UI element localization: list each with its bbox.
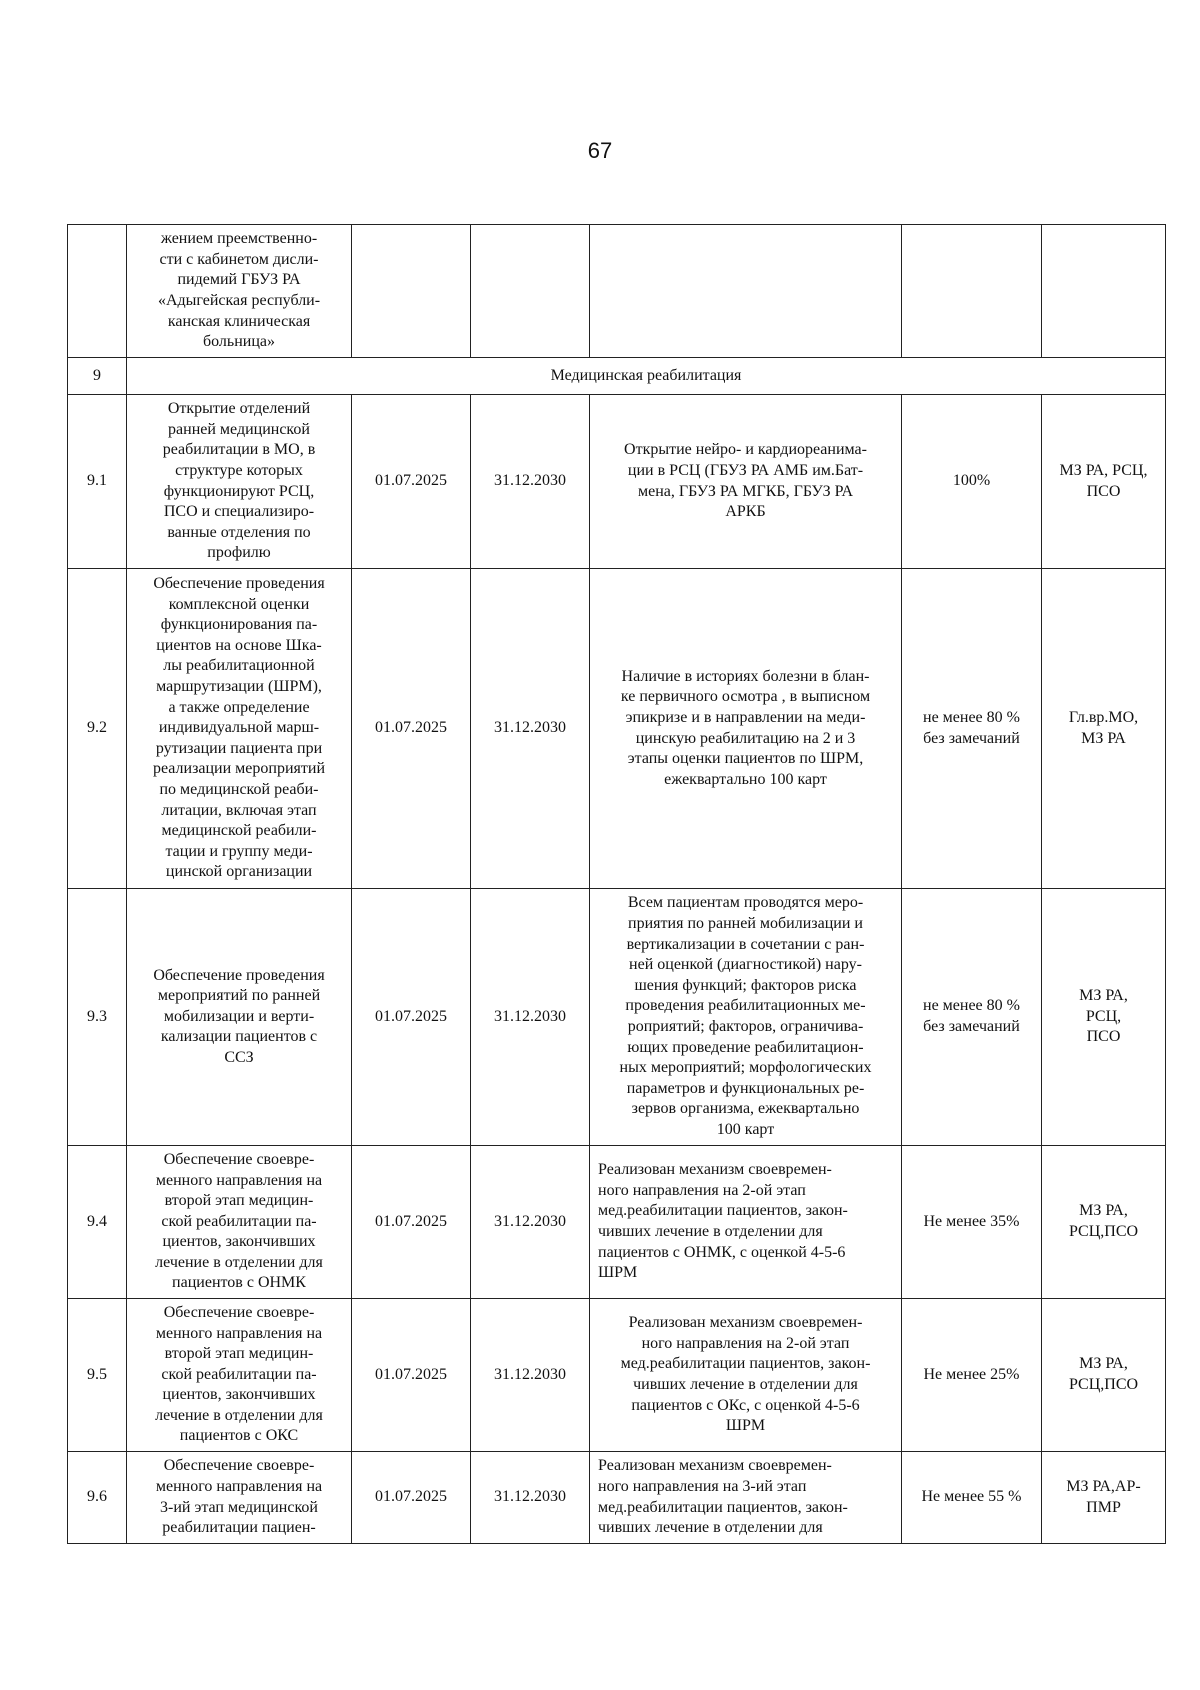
table-row: [68, 889, 1166, 1146]
indicator-cell: Не менее 55 %: [902, 1452, 1042, 1544]
end-date-cell: 31.12.2030: [471, 1299, 590, 1452]
start-date-cell: [352, 225, 471, 358]
responsible-cell: МЗ РА, РСЦ, ПСО: [1042, 889, 1166, 1146]
action-cell: Обеспечение своевре- менного направления на второй этап медицин- ской реабилитации па- циентов, закончивших лечение в отделении для пациентов с ОНМК: [127, 1146, 352, 1299]
table-row: [68, 1299, 1166, 1452]
result-cell: Реализован механизм своевремен- ного направления на 3-ий этап мед.реабилитации пациентов, закон- чивших лечение в отделении для: [590, 1452, 902, 1544]
start-date-cell: 01.07.2025: [352, 889, 471, 1146]
start-date-cell: 01.07.2025: [352, 1452, 471, 1544]
row-number: 9.2: [68, 569, 127, 889]
result-cell: Открытие нейро- и кардиореанима- ции в РСЦ (ГБУЗ РА АМБ им.Бат- мена, ГБУЗ РА МГКБ, ГБУЗ РА АРКБ: [590, 395, 902, 569]
indicator-cell: 100%: [902, 395, 1042, 569]
table-row-continuation: [68, 225, 1166, 358]
action-cell: Обеспечение своевре- менного направления на 3-ий этап медицинской реабилитации пациен-: [127, 1452, 352, 1544]
table-row: [68, 1146, 1166, 1299]
action-cell: жением преемственно- сти с кабинетом дисли- пидемий ГБУЗ РА «Адыгейская республи- канская клиническая больница»: [127, 225, 352, 358]
indicator-cell: не менее 80 % без замечаний: [902, 569, 1042, 889]
start-date-cell: 01.07.2025: [352, 395, 471, 569]
page-number: 67: [587, 138, 613, 163]
start-date-cell: 01.07.2025: [352, 1299, 471, 1452]
row-number: 9.1: [68, 395, 127, 569]
action-plan-table: [67, 224, 1166, 1544]
row-number: 9.4: [68, 1146, 127, 1299]
row-number: 9.3: [68, 889, 127, 1146]
responsible-cell: МЗ РА, РСЦ, ПСО: [1042, 395, 1166, 569]
table-row: [68, 569, 1166, 889]
indicator-cell: Не менее 25%: [902, 1299, 1042, 1452]
end-date-cell: [471, 225, 590, 358]
result-cell: Реализован механизм своевремен- ного направления на 2-ой этап мед.реабилитации пациентов, закон- чивших лечение в отделении для пациентов с ОНМК, с оценкой 4-5-6 ШРМ: [590, 1146, 902, 1299]
section-row: [68, 358, 1166, 395]
end-date-cell: 31.12.2030: [471, 1452, 590, 1544]
result-cell: Наличие в историях болезни в блан- ке первичного осмотра , в выписном эпикризе и в направлении на меди- цинскую реабилитацию на 2 и 3 этапы оценки пациентов по ШРМ, ежеквартально 100 карт: [590, 569, 902, 889]
table-row: [68, 395, 1166, 569]
start-date-cell: 01.07.2025: [352, 1146, 471, 1299]
end-date-cell: 31.12.2030: [471, 889, 590, 1146]
row-number: 9.5: [68, 1299, 127, 1452]
indicator-cell: не менее 80 % без замечаний: [902, 889, 1042, 1146]
section-title: Медицинская реабилитация: [127, 358, 1166, 395]
indicator-cell: [902, 225, 1042, 358]
end-date-cell: 31.12.2030: [471, 395, 590, 569]
action-cell: Обеспечение проведения комплексной оценки функционирования па- циентов на основе Шка- лы реабилитационной маршрутизации (ШРМ), а также определение индивидуальной марш- рутизации пациента при реализации мероприятий по медицинской реаби- литации, включая этап медицинской реабили- тации и группу меди- цинской организации: [127, 569, 352, 889]
responsible-cell: Гл.вр.МО, МЗ РА: [1042, 569, 1166, 889]
end-date-cell: 31.12.2030: [471, 569, 590, 889]
section-number: 9: [68, 358, 127, 395]
responsible-cell: МЗ РА, РСЦ,ПСО: [1042, 1146, 1166, 1299]
action-cell: Открытие отделений ранней медицинской реабилитации в МО, в структуре которых функционируют РСЦ, ПСО и специализиро- ванные отделения по профилю: [127, 395, 352, 569]
result-cell: [590, 225, 902, 358]
row-number: 9.6: [68, 1452, 127, 1544]
responsible-cell: [1042, 225, 1166, 358]
indicator-cell: Не менее 35%: [902, 1146, 1042, 1299]
responsible-cell: МЗ РА,АР- ПМР: [1042, 1452, 1166, 1544]
result-cell: Всем пациентам проводятся меро- приятия по ранней мобилизации и вертикализации в сочетании с ран- ней оценкой (диагностикой) нару- шения функций; факторов риска проведения реабилитационных ме- роприятий; факторов, ограничива- ющих проведение реабилитацион- ных мероприятий; морфологических параметров и функциональных ре- зервов организма, ежеквартально 100 карт: [590, 889, 902, 1146]
action-cell: Обеспечение своевре- менного направления на второй этап медицин- ской реабилитации па- циентов, закончивших лечение в отделении для пациентов с ОКС: [127, 1299, 352, 1452]
responsible-cell: МЗ РА, РСЦ,ПСО: [1042, 1299, 1166, 1452]
action-cell: Обеспечение проведения мероприятий по ранней мобилизации и верти- кализации пациентов с ССЗ: [127, 889, 352, 1146]
end-date-cell: 31.12.2030: [471, 1146, 590, 1299]
row-number: [68, 225, 127, 358]
result-cell: Реализован механизм своевремен- ного направления на 2-ой этап мед.реабилитации пациентов, закон- чивших лечение в отделении для пациентов с ОКс, с оценкой 4-5-6 ШРМ: [590, 1299, 902, 1452]
start-date-cell: 01.07.2025: [352, 569, 471, 889]
table-row: [68, 1452, 1166, 1544]
